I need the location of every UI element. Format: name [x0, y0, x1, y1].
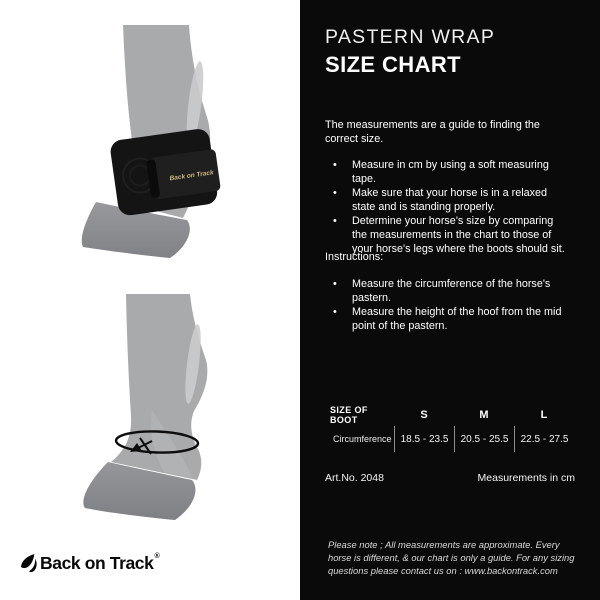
- size-column-s: S: [420, 409, 428, 421]
- row-label-circumference: Circumference: [333, 434, 392, 444]
- circumference-value-s: 18.5 - 23.5: [394, 426, 454, 452]
- wrap-brand-label: Back on Track: [169, 169, 215, 183]
- instructions-list: [325, 277, 570, 333]
- pastern-wrap: [109, 127, 223, 217]
- article-number: Art.No. 2048: [325, 472, 384, 484]
- size-table-header-label: SIZE OF BOOT: [330, 405, 368, 425]
- size-table: [330, 404, 574, 452]
- article-info-row: [325, 472, 575, 484]
- info-panel: [300, 0, 600, 600]
- page-subtitle: SIZE CHART: [325, 52, 461, 77]
- measuring-guide-list: [325, 158, 570, 256]
- list-item: • Make sure that your horse is in a relaxed state and is standing properly.: [325, 186, 570, 214]
- horse-leg-measurement-illustration: [0, 292, 300, 562]
- registered-trademark: ®: [154, 553, 160, 560]
- brand-logo: [20, 552, 160, 575]
- units-note: Measurements in cm: [477, 472, 575, 484]
- horse-leg-with-wrap-illustration: [0, 8, 300, 293]
- circumference-value-m: 20.5 - 25.5: [454, 426, 514, 452]
- instructions-heading: Instructions:: [325, 251, 384, 263]
- size-column-m: M: [479, 409, 489, 421]
- footer-disclaimer: Please note ; All measurements are approximate. Every horse is different, & our chart is only a guide. For any sizing questions please contact us on : www.backontrack.com: [328, 539, 575, 576]
- page-title: PASTERN WRAP: [325, 26, 496, 48]
- list-item: • Measure the circumference of the horse's pastern.: [325, 277, 570, 305]
- brand-name: Back on Track: [40, 553, 154, 573]
- circumference-value-l: 22.5 - 27.5: [514, 426, 574, 452]
- list-item: • Measure in cm by using a soft measuring tape.: [325, 158, 570, 186]
- intro-text: The measurements are a guide to finding the correct size.: [325, 119, 540, 145]
- size-column-l: L: [540, 409, 548, 421]
- leaf-icon: [20, 553, 38, 575]
- list-item: • Measure the height of the hoof from the mid point of the pastern.: [325, 305, 570, 333]
- list-item: • Determine your horse's size by comparing the measurements in the chart to those of your horse's legs where the boots should sit.: [325, 214, 570, 256]
